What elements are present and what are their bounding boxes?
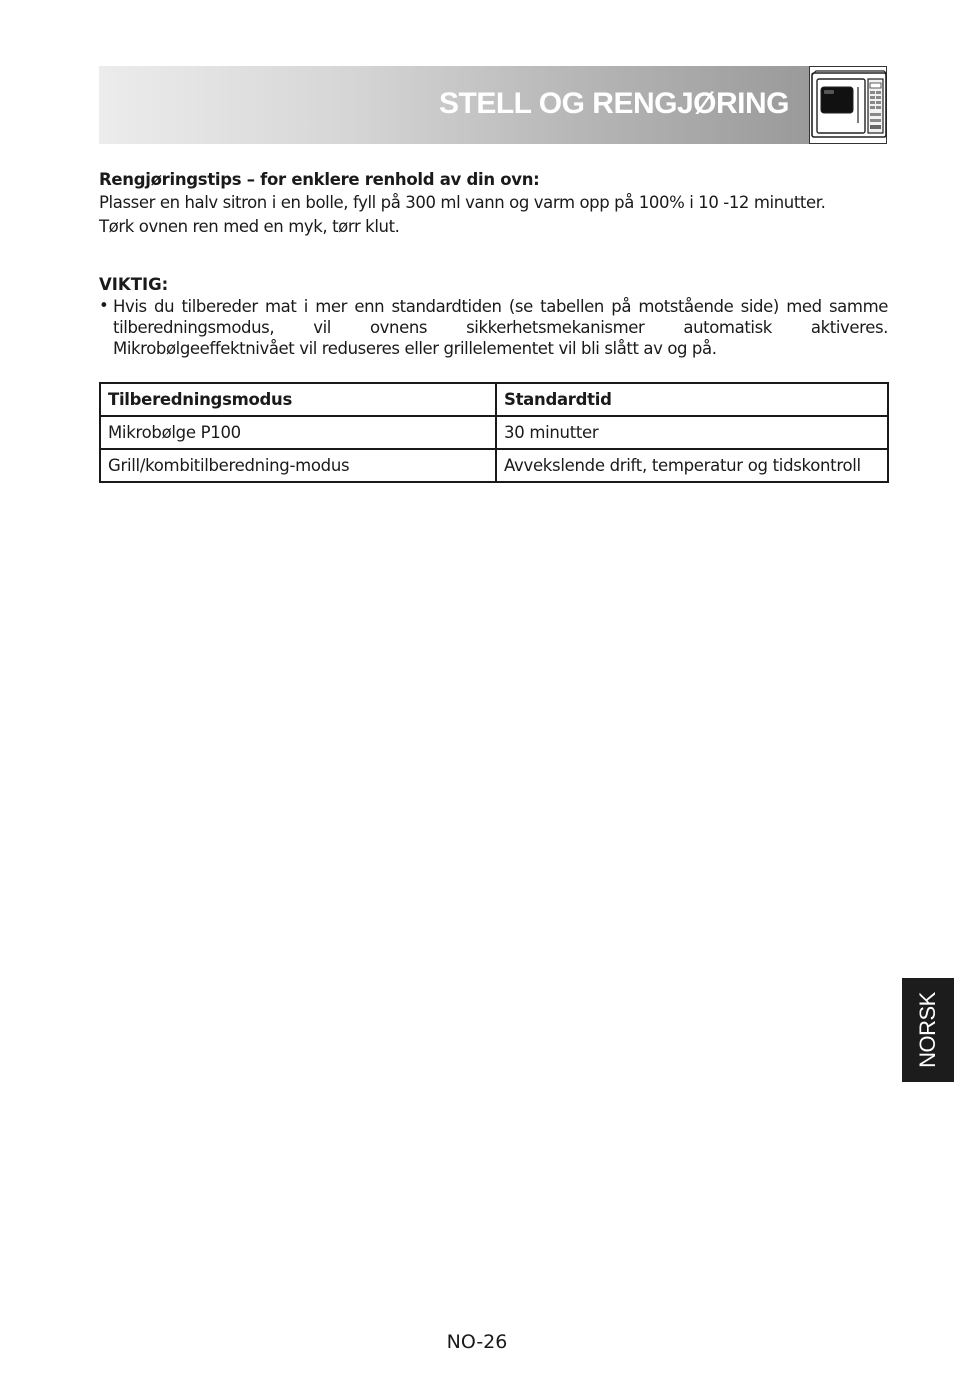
- table-header-row: [100, 383, 888, 416]
- important-heading: VIKTIG:: [99, 275, 169, 294]
- section-header-bar: [99, 66, 809, 144]
- cleaning-tips-line-2: Tørk ovnen ren med en myk, tørr klut.: [99, 217, 400, 236]
- table-cell: Grill/kombitilberedning-modus: [100, 449, 496, 482]
- standard-time-table: [99, 382, 889, 483]
- page-title: STELL OG RENGJØRING: [439, 87, 789, 120]
- important-bullet-text: Hvis du tilbereder mat i mer enn standardtiden (se tabellen på motstående side) med samme tilberedningsmodus, vil ovnens sikkerhetsmekanismer automatisk aktiveres. Mikrobølgeeffektnivået vil reduseres eller grillelementet vil bli slått av og på.: [113, 297, 888, 358]
- table-header-cell: Tilberedningsmodus: [100, 383, 496, 416]
- bullet-icon: •: [99, 296, 109, 315]
- language-side-tab: [902, 978, 954, 1082]
- table-header-cell: Standardtid: [496, 383, 888, 416]
- cleaning-tips-heading: Rengjøringstips – for enklere renhold av din ovn:: [99, 170, 540, 189]
- page-number: NO-26: [446, 1331, 508, 1353]
- table-cell: Avvekslende drift, temperatur og tidskontroll: [496, 449, 888, 482]
- language-label: NORSK: [915, 992, 940, 1068]
- table-cell: Mikrobølge P100: [100, 416, 496, 449]
- microwave-icon: [809, 66, 887, 144]
- table-row: [100, 449, 888, 482]
- table-cell: 30 minutter: [496, 416, 888, 449]
- cleaning-tips-line-1: Plasser en halv sitron i en bolle, fyll på 300 ml vann og varm opp på 100% i 10 -12 minutter.: [99, 193, 826, 212]
- table-row: [100, 416, 888, 449]
- microwave-icon-graphic: [810, 67, 888, 145]
